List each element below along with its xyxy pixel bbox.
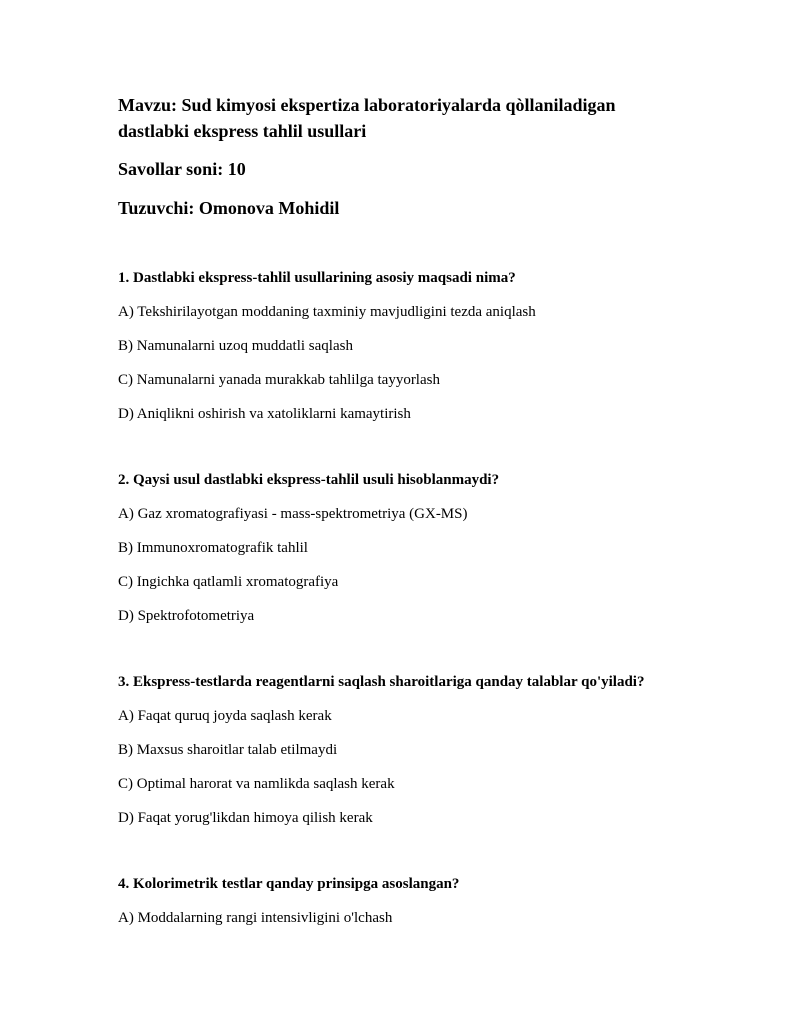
question-text: 1. Dastlabki ekspress-tahlil usullarining asosiy maqsadi nima?: [118, 270, 516, 286]
question-text: 4. Kolorimetrik testlar qanday prinsipga asoslangan?: [118, 876, 460, 892]
question-text: 2. Qaysi usul dastlabki ekspress-tahlil usuli hisoblanmaydi?: [118, 472, 500, 488]
author-line: Tuzuvchi: Omonova Mohidil: [118, 198, 340, 218]
answer-option-a: A) Gaz xromatografiyasi - mass-spektrometriya (GX-MS): [118, 506, 468, 522]
topic-heading: [118, 92, 758, 144]
answer-option-b: B) Namunalarni uzoq muddatli saqlash: [118, 338, 353, 354]
question-2: [118, 471, 758, 625]
answer-option-a: A) Faqat quruq joyda saqlash kerak: [118, 708, 332, 724]
topic-line-1: Mavzu: Sud kimyosi ekspertiza laboratoriyalarda qòllaniladigan: [118, 95, 616, 115]
question-1: [118, 269, 758, 423]
answer-option-d: D) Aniqlikni oshirish va xatoliklarni kamaytirish: [118, 406, 411, 422]
answer-option-a: A) Tekshirilayotgan moddaning taxminiy mavjudligini tezda aniqlash: [118, 304, 536, 320]
question-count: Savollar soni: 10: [118, 159, 246, 179]
answer-option-d: D) Spektrofotometriya: [118, 608, 255, 624]
question-text: 3. Ekspress-testlarda reagentlarni saqlash sharoitlariga qanday talablar qo'yiladi?: [118, 674, 645, 690]
question-3: [118, 673, 758, 827]
question-4: [118, 875, 758, 927]
answer-option-b: B) Maxsus sharoitlar talab etilmaydi: [118, 742, 338, 758]
answer-option-c: C) Optimal harorat va namlikda saqlash kerak: [118, 776, 395, 792]
topic-line-2: dastlabki ekspress tahlil usullari: [118, 121, 367, 141]
answer-option-d: D) Faqat yorug'likdan himoya qilish kerak: [118, 810, 373, 826]
document-page: [118, 92, 758, 975]
answer-option-b: B) Immunoxromatografik tahlil: [118, 540, 308, 556]
answer-option-c: C) Ingichka qatlamli xromatografiya: [118, 574, 339, 590]
answer-option-a: A) Moddalarning rangi intensivligini o'lchash: [118, 910, 393, 926]
answer-option-c: C) Namunalarni yanada murakkab tahlilga tayyorlash: [118, 372, 440, 388]
